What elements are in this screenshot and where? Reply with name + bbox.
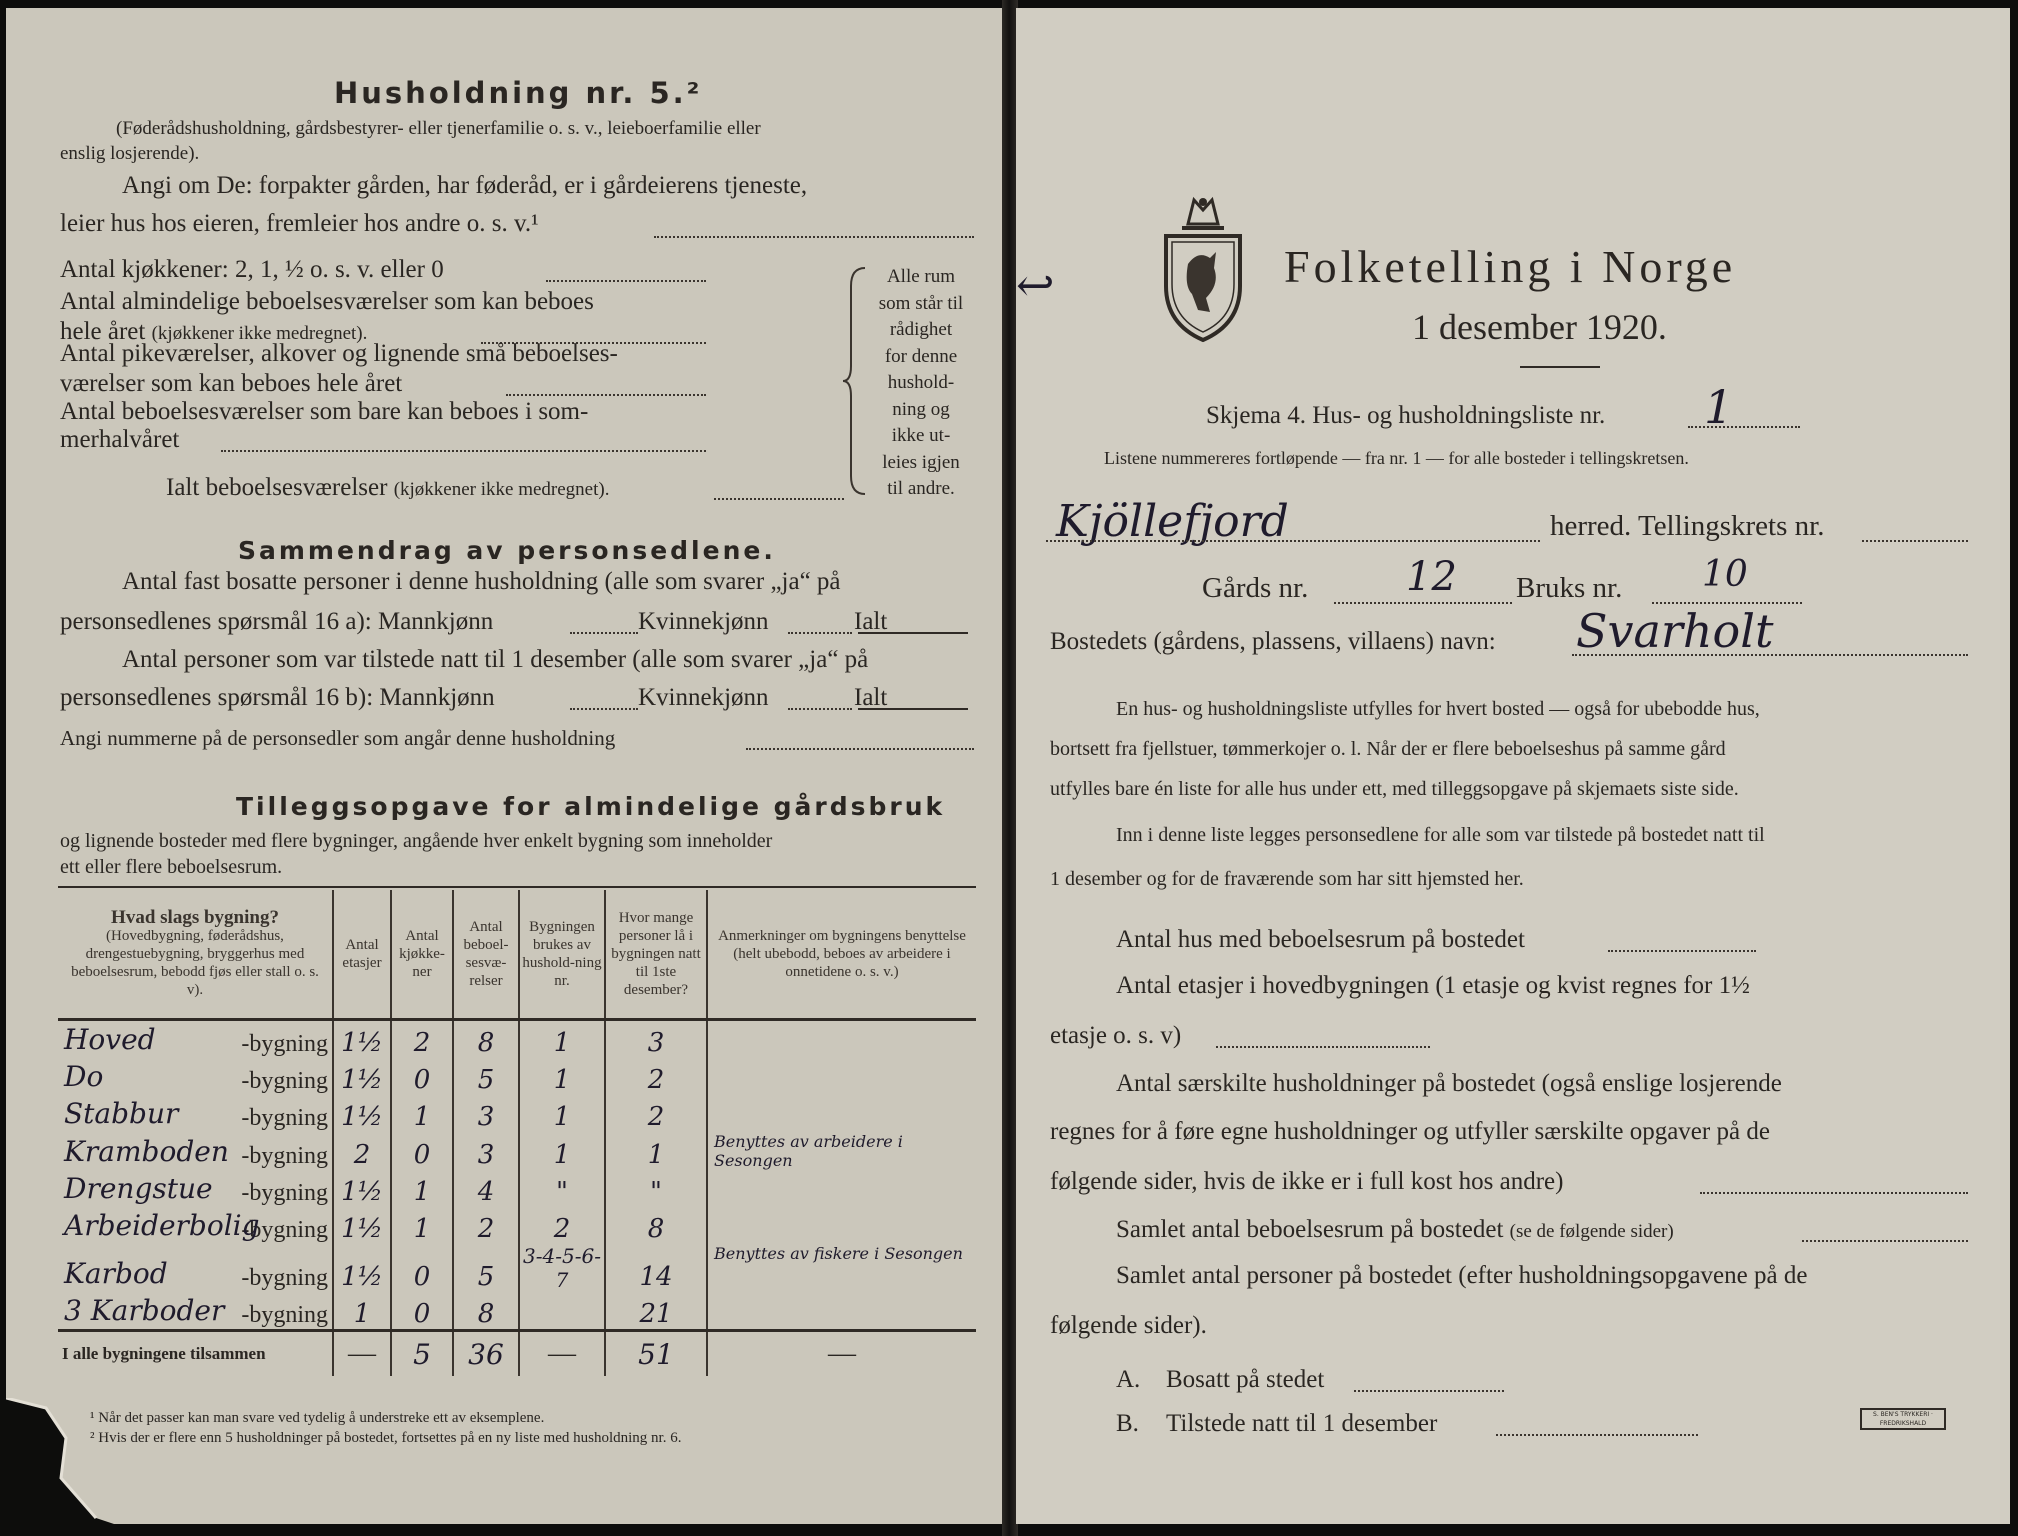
building-name-cell (58, 1170, 333, 1207)
b-text: Tilstede natt til 1 desember (1166, 1410, 1438, 1437)
bygning-suffix: -bygning (241, 1068, 328, 1094)
table-top-rule (58, 886, 976, 888)
table-row (58, 1020, 976, 1059)
building-name-cell (58, 1132, 333, 1170)
tillegg-title: Tilleggsopgave for almindelige gårdsbruk (236, 792, 946, 821)
tilstede-kvinne-line (788, 708, 852, 710)
building-name: Hoved (64, 1023, 156, 1056)
side-note-line: Alle rum (886, 266, 956, 287)
rum-cell: 3 (453, 1095, 519, 1132)
torn-corner (6, 1398, 126, 1524)
antal-hus-label: Antal hus med beboelsesrum på bostedet (1116, 926, 1525, 953)
etasjer-cell: 1 (333, 1292, 391, 1331)
tilstede-ialt-line (858, 708, 968, 710)
angi-nummerne: Angi nummerne på de personsedler som angår denne husholdning (60, 726, 616, 750)
para1-line1: En hus- og husholdningsliste utfylles for hvert bosted — også for ubebodde hus, (1116, 698, 1760, 720)
total-husholdning: — (519, 1331, 605, 1377)
bosted-line (1572, 654, 1968, 656)
col-header-beboelsesvaerelser: Antal beboel-sesvæ-relser (453, 890, 519, 1020)
total-etasjer: — (333, 1331, 391, 1377)
etasjer-cell: 1½ (333, 1020, 391, 1059)
side-note (868, 264, 974, 503)
antal-hus-line (1608, 950, 1756, 952)
gards-label: Gårds nr. (1202, 572, 1309, 604)
title-underline (1520, 366, 1600, 368)
para1-line3: utfylles bare én liste for alle hus under ett, med tilleggsopgave på skjemaets siste side. (1050, 778, 1739, 800)
building-name: Kramboden (64, 1135, 229, 1168)
margin-mark: ↩ (1016, 258, 1055, 312)
bygning-suffix: -bygning (241, 1105, 328, 1131)
tellingskrets-line (1862, 540, 1968, 542)
fast-ialt-label: Ialt (854, 608, 888, 635)
rooms3-line2: merhalvåret (60, 426, 180, 453)
building-name: Do (64, 1060, 104, 1093)
remark-cell (707, 1170, 976, 1207)
kjokkener-cell: 0 (391, 1292, 453, 1331)
table-row (58, 1292, 976, 1331)
census-date: 1 desember 1920. (1412, 307, 1667, 347)
rum-cell: 2 (453, 1207, 519, 1244)
personer-cell: 8 (605, 1207, 707, 1244)
bostedets-label: Bostedets (gårdens, plassens, villaens) navn: (1050, 628, 1496, 655)
summary-title: Sammendrag av personsedlene. (238, 536, 776, 565)
angi-answer-line (654, 236, 974, 238)
personer-cell: 1 (605, 1132, 707, 1170)
rooms2-line1: Antal pikeværelser, alkover og lignende små beboelses- (60, 340, 618, 367)
table-row (58, 1058, 976, 1095)
building-name-cell (58, 1058, 333, 1095)
husholdning-cell: 1 (519, 1095, 605, 1132)
tilstede-line2: personsedlenes spørsmål 16 b): Mannkjønn (60, 684, 495, 711)
etasjer-answer-line (1216, 1046, 1430, 1048)
angi-line1: Angi om De: forpakter gården, har føderåd, er i gårdeierens tjeneste, (122, 172, 808, 199)
saerskilte-answer-line (1700, 1192, 1968, 1194)
rooms3-line1: Antal beboelsesværelser som bare kan beboes i som- (60, 398, 589, 425)
tellingskrets-label: Tellingskrets nr. (1638, 510, 1825, 542)
footnote-2: ² Hvis der er flere enn 5 husholdninger på bostedet, fortsettes på en ny liste med husholdning nr. 6. (90, 1430, 682, 1446)
table-row (58, 1095, 976, 1132)
etasjer-cell: 1½ (333, 1170, 391, 1207)
samlet-rum-line (1802, 1240, 1968, 1242)
bygning-suffix: -bygning (241, 1031, 328, 1057)
para2-line2: 1 desember og for de fraværende som har sitt hjemsted her. (1050, 868, 1524, 890)
total-label: I alle bygningene tilsammen (58, 1331, 333, 1377)
etasjer-cell: 2 (333, 1132, 391, 1170)
rooms1-note: (kjøkkener ikke medregnet). (151, 323, 368, 344)
col-header-building-type (58, 890, 333, 1020)
building-table (58, 890, 976, 1376)
a-answer-line (1354, 1390, 1504, 1392)
ialt-rooms-note: (kjøkkener ikke medregnet). (393, 479, 610, 500)
samlet-pers-line1: Samlet antal personer på bostedet (efter husholdningsopgavene på de (1116, 1262, 1808, 1289)
personer-cell: 14 (605, 1244, 707, 1292)
building-name: Karbod (64, 1257, 168, 1290)
side-note-line: som står til (878, 292, 964, 314)
table-row (58, 1170, 976, 1207)
personer-cell: 3 (605, 1020, 707, 1059)
tilstede-mann-line (570, 708, 638, 710)
household-title: Husholdning nr. 5.² (334, 76, 703, 110)
b-answer-line (1496, 1434, 1698, 1436)
bygning-suffix: -bygning (241, 1302, 328, 1328)
col-header-building-type-sub: (Hovedbygning, føderådshus, drengestuebygning, bryggerhus med beboelsesrum, bebodd fjøs eller stall o. s. v). (71, 928, 319, 998)
building-name: 3 Karboder (64, 1294, 225, 1327)
husholdning-cell: 1 (519, 1020, 605, 1059)
para1-line2: bortsett fra fjellstuer, tømmerkojer o. l. Når der er flere beboelseshus på samme gård (1050, 738, 1726, 760)
bygning-suffix: -bygning (241, 1143, 328, 1169)
right-page (1016, 8, 2010, 1524)
total-rum: 36 (453, 1331, 519, 1377)
personer-cell: 21 (605, 1292, 707, 1331)
bruks-value: 10 (1702, 554, 1748, 595)
para2-line1: Inn i denne liste legges personsedlene for alle som var tilstede på bostedet natt til (1116, 824, 1765, 846)
ialt-rooms-answer-line (714, 498, 844, 500)
bygning-suffix: -bygning (241, 1265, 328, 1291)
kitchens-label: Antal kjøkkener: 2, 1, ½ o. s. v. eller 0 (60, 256, 444, 283)
ialt-rooms (166, 474, 609, 502)
col-header-husholdning: Bygningen brukes av hushold-ning nr. (519, 890, 605, 1020)
rum-cell: 5 (453, 1244, 519, 1292)
side-note-line: ning og (892, 398, 950, 420)
fast-kvinne-line (788, 632, 852, 634)
samlet-pers-line2: følgende sider). (1050, 1312, 1207, 1339)
bygning-suffix: -bygning (241, 1180, 328, 1206)
building-name: Drengstue (64, 1172, 213, 1205)
personer-cell: 2 (605, 1058, 707, 1095)
a-text: Bosatt på stedet (1166, 1366, 1325, 1393)
saerskilte-line3: følgende sider, hvis de ikke er i full kost hos andre) (1050, 1168, 1564, 1195)
angi-line2: leier hus hos eieren, fremleier hos andre o. s. v.¹ (60, 210, 539, 237)
herred-label: herred. (1550, 510, 1632, 542)
rum-cell: 8 (453, 1292, 519, 1331)
table-row (58, 1132, 976, 1170)
side-note-line: hushold- (887, 372, 955, 393)
bosted-value: Svarholt (1576, 604, 1774, 658)
table-total-row (58, 1331, 976, 1377)
footnote-1: ¹ Når det passer kan man svare ved tydelig å understreke ett av eksemplene. (90, 1410, 545, 1426)
building-name-cell (58, 1244, 333, 1292)
husholdning-cell: " (519, 1170, 605, 1207)
rooms1-year-text: hele året (60, 318, 146, 345)
kjokkener-cell: 1 (391, 1170, 453, 1207)
bruks-label: Bruks nr. (1516, 572, 1623, 604)
tilstede-line1: Antal personer som var tilstede natt til 1 desember (alle som svarer „ja“ på (122, 646, 869, 673)
fast-mann-line (570, 632, 638, 634)
total-kjokkener: 5 (391, 1331, 453, 1377)
rooms3-answer-line (221, 450, 706, 452)
samlet-rum-label: Samlet antal beboelsesrum på bostedet (1116, 1216, 1504, 1243)
kjokkener-cell: 1 (391, 1207, 453, 1244)
col-header-building-type-title: Hvad slags bygning? (111, 907, 279, 928)
husholdning-cell: 1 (519, 1058, 605, 1095)
building-name-cell (58, 1292, 333, 1331)
tillegg-sub2: ett eller flere beboelsesrum. (60, 856, 283, 878)
angi-nummerne-line (746, 748, 974, 750)
a-label: A. (1116, 1366, 1141, 1393)
side-note-line: leies igjen (882, 451, 960, 473)
gards-value: 12 (1406, 554, 1457, 600)
bygning-suffix: -bygning (241, 1217, 328, 1243)
gards-line (1334, 602, 1512, 604)
remark-cell (707, 1020, 976, 1059)
table-header-row (58, 890, 976, 1020)
rum-cell: 5 (453, 1058, 519, 1095)
listene-note: Listene nummereres fortløpende — fra nr. 1 — for alle bosteder i tellingskretsen. (1104, 448, 1689, 468)
side-note-line: for denne (884, 345, 958, 367)
kjokkener-cell: 0 (391, 1244, 453, 1292)
rum-cell: 8 (453, 1020, 519, 1059)
fast-line1: Antal fast bosatte personer i denne husholdning (alle som svarer „ja“ på (122, 568, 841, 595)
side-note-line: rådighet (889, 319, 953, 340)
kjokkener-cell: 0 (391, 1058, 453, 1095)
husholdning-cell (519, 1292, 605, 1331)
saerskilte-line2: regnes for å føre egne husholdninger og utfyller særskilte opgaver på de (1050, 1118, 1770, 1145)
col-header-kjokkener: Antal kjøkke-ner (391, 890, 453, 1020)
table-row (58, 1244, 976, 1292)
rooms2-line2: værelser som kan beboes hele året (60, 370, 403, 397)
brace-icon (841, 266, 871, 496)
ialt-rooms-label: Ialt beboelsesværelser (166, 474, 388, 501)
building-name-cell (58, 1207, 333, 1244)
left-page (6, 8, 1006, 1524)
etasjer-cell: 1½ (333, 1095, 391, 1132)
herred-value: Kjöllefjord (1056, 496, 1289, 547)
printer-stamp: S. BEN'S TRYKKERI · FREDRIKSHALD (1860, 1408, 1946, 1430)
husholdning-cell: 3-4-5-6-7 (519, 1244, 605, 1292)
kjokkener-cell: 1 (391, 1095, 453, 1132)
remark-cell: Benyttes av fiskere i Sesongen (707, 1244, 976, 1292)
col-header-etasjer: Antal etasjer (333, 890, 391, 1020)
fast-kvinne-label: Kvinnekjønn (638, 608, 769, 635)
personer-cell: 2 (605, 1095, 707, 1132)
total-remark: — (707, 1331, 976, 1377)
skjema-label: Skjema 4. Hus- og husholdningsliste nr. (1206, 402, 1606, 429)
fast-line2: personsedlenes spørsmål 16 a): Mannkjønn (60, 608, 494, 635)
building-name: Arbeiderbolig (64, 1209, 260, 1242)
household-note-line1: (Føderådshusholdning, gårdsbestyrer- eller tjenerfamilie o. s. v., leieboerfamilie eller (116, 118, 761, 139)
remark-cell (707, 1292, 976, 1331)
col-header-anmerkninger: Anmerkninger om bygningens benyttelse (helt ubebodd, beboes av arbeidere i onnetidene o. s. v.) (707, 890, 976, 1020)
saerskilte-line1: Antal særskilte husholdninger på bostedet (også enslige losjerende (1116, 1070, 1782, 1097)
rooms1-line1: Antal almindelige beboelsesværelser som kan beboes (60, 288, 594, 315)
etasjer-cell: 1½ (333, 1207, 391, 1244)
kjokkener-cell: 0 (391, 1132, 453, 1170)
building-name-cell (58, 1095, 333, 1132)
b-label: B. (1116, 1410, 1139, 1437)
rum-cell: 3 (453, 1132, 519, 1170)
skjema-number: 1 (1704, 380, 1734, 434)
tilstede-ialt-label: Ialt (854, 684, 888, 711)
side-note-line: ikke ut- (891, 425, 951, 446)
herred-line (1046, 540, 1540, 542)
personer-cell: " (605, 1170, 707, 1207)
samlet-rum (1116, 1216, 1674, 1244)
coat-of-arms-icon (1158, 194, 1248, 344)
remark-cell: Benyttes av arbeidere i Sesongen (707, 1132, 976, 1170)
skjema-number-line (1688, 426, 1800, 428)
rum-cell: 4 (453, 1170, 519, 1207)
side-note-line: til andre. (887, 478, 955, 499)
remark-cell (707, 1207, 976, 1244)
rooms2-answer-line (506, 394, 706, 396)
remark-cell (707, 1095, 976, 1132)
tillegg-sub1: og lignende bosteder med flere bygninger, angående hver enkelt bygning som inneholder (60, 830, 773, 852)
etasjer-line1: Antal etasjer i hovedbygningen (1 etasje og kvist regnes for 1½ (1116, 972, 1750, 999)
husholdning-cell: 1 (519, 1132, 605, 1170)
etasjer-line2: etasje o. s. v) (1050, 1022, 1182, 1049)
building-name: Stabbur (64, 1097, 179, 1130)
etasjer-cell: 1½ (333, 1058, 391, 1095)
census-title: Folketelling i Norge (1284, 241, 1737, 292)
tilstede-kvinne-label: Kvinnekjønn (638, 684, 769, 711)
household-note-line2: enslig losjerende). (60, 143, 200, 164)
husholdning-cell: 2 (519, 1207, 605, 1244)
col-header-personer: Hvor mange personer lå i bygningen natt til 1ste desember? (605, 890, 707, 1020)
kitchens-answer-line (546, 280, 706, 282)
remark-cell (707, 1058, 976, 1095)
table-row (58, 1207, 976, 1244)
building-name-cell (58, 1020, 333, 1059)
fast-ialt-line (858, 632, 968, 634)
etasjer-cell: 1½ (333, 1244, 391, 1292)
total-personer: 51 (605, 1331, 707, 1377)
kjokkener-cell: 2 (391, 1020, 453, 1059)
samlet-rum-note: (se de følgende sider) (1509, 1221, 1674, 1242)
